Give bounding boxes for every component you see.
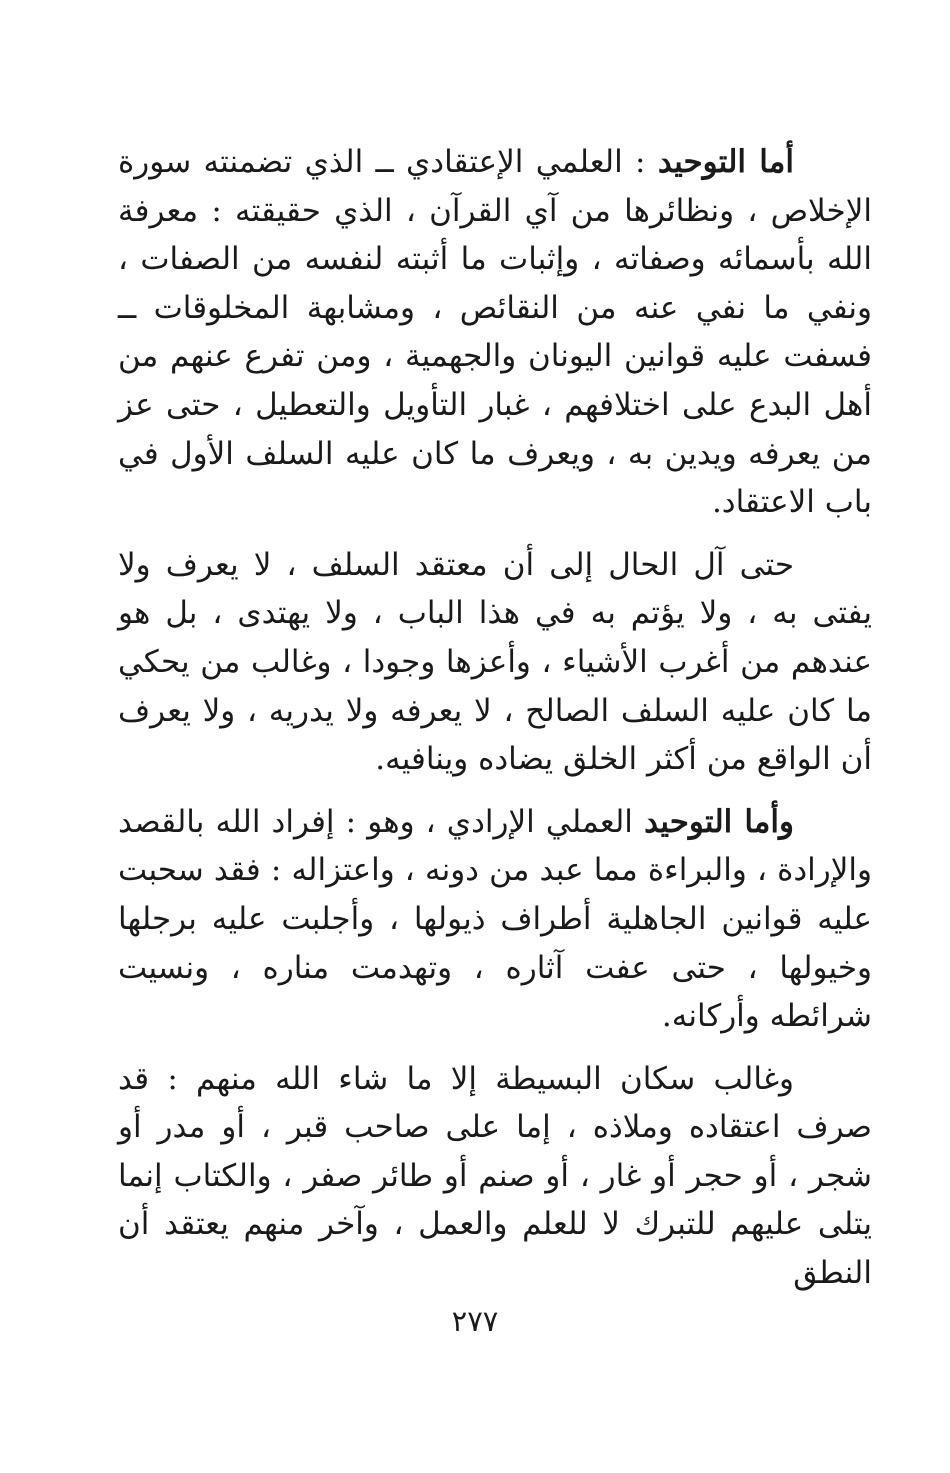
body-text (118, 138, 872, 1298)
paragraph-text: : العلمي الإعتقادي ــ الذي تضمنته سورة الإخلاص ، ونظائرها من آي القرآن ، الذي حقيقته : معرفة الله بأسمائه وصفاته ، وإثبات ما أثبته لنفسه من الصفات ، ونفي ما نفي عنه من النقائص ، ومشابهة المخلوقات ــ فسفت عليه قوانين اليونان والجهمية ، ومن تفرع عنهم من أهل البدع على اختلافهم ، غبار التأويل والتعطيل ، حتى عز من يعرفه ويدين به ، ويعرف ما كان عليه السلف الأول في باب الاعتقاد. (118, 144, 872, 521)
paragraph-2 (118, 541, 872, 784)
paragraph-4 (118, 1055, 872, 1298)
paragraph-text: العملي الإرادي ، وهو : إفراد الله بالقصد والإرادة ، والبراءة مما عبد من دونه ، واعتزاله : فقد سحبت عليه قوانين الجاهلية أطراف ذيولها ، وأجلبت عليه برجلها وخيولها ، حتى عفت آثاره ، وتهدمت مناره ، ونسيت شرائطه وأركانه. (118, 803, 872, 1035)
paragraph-text: وغالب سكان البسيطة إلا ما شاء الله منهم : قد صرف اعتقاده وملاذه ، إما على صاحب قبر ، أو مدر أو شجر ، أو حجر أو غار ، أو صنم أو طائر صفر ، والكتاب إنما يتلى عليهم للتبرك لا للعلم والعمل ، وآخر منهم يعتقد أن النطق (118, 1060, 872, 1292)
paragraph-lead-bold: أما التوحيد (657, 144, 794, 180)
paragraph-1 (118, 138, 872, 527)
paragraph-lead-bold: وأما التوحيد (644, 803, 794, 840)
paragraph-3 (118, 798, 872, 1041)
page-number: ٢٧٧ (451, 1304, 499, 1338)
paragraph-text: حتى آل الحال إلى أن معتقد السلف ، لا يعرف ولا يفتى به ، ولا يؤتم به في هذا الباب ، ولا يهتدى ، بل هو عندهم من أغرب الأشياء ، وأعزها وجودا ، وغالب من يحكي ما كان عليه السلف الصالح ، لا يعرفه ولا يدريه ، ولا يعرف أن الواقع من أكثر الخلق يضاده وينافيه. (118, 546, 872, 778)
